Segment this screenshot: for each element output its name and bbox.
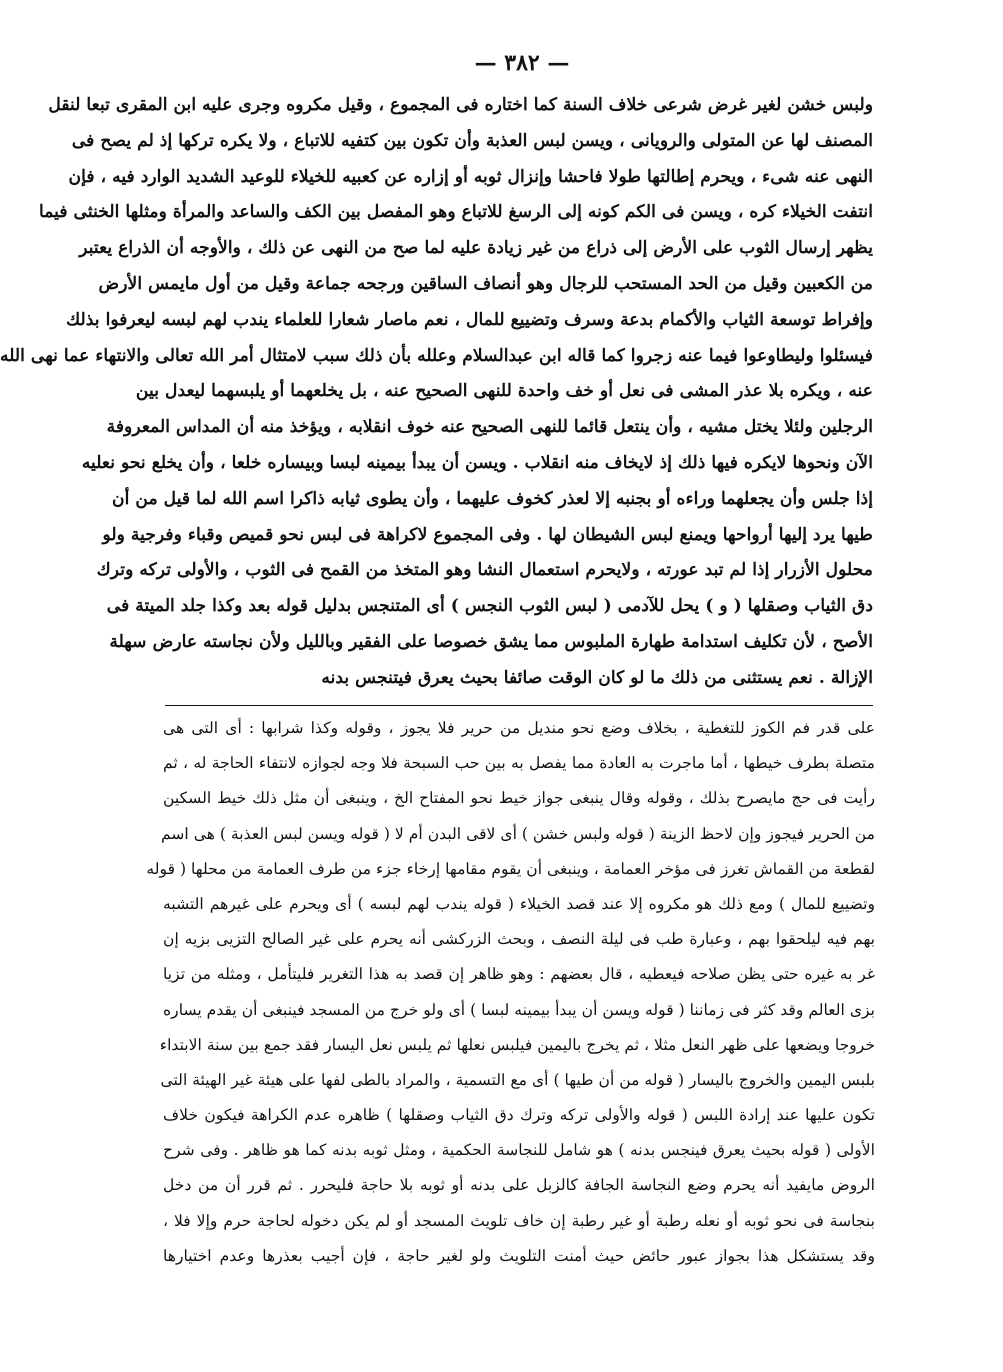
footnote-separator [165, 705, 873, 706]
main-text-line: الرجلين ولئلا يختل مشيه ، وأن ينتعل قائما للنهى الصحيح عنه خوف انقلابه ، ويؤخذ منه أن المداس المعروفة [106, 417, 873, 438]
page-number: — ٣٨٢ — [474, 50, 570, 76]
footnote-line: وتضييع للمال ) ومع ذلك هو مكروه إلا عند قصد الخيلاء ( قوله يندب لهم لبسه ) أى ويحرم على غيرهم التشبه [163, 894, 875, 913]
footnote-line: على قدر فم الكوز للتغطية ، بخلاف وضع نحو منديل من حرير فلا يجوز ، وقوله وكذا شرابها : أى التى هى [163, 719, 875, 737]
footnote-block [146, 711, 875, 1274]
main-text-line: الآن ونحوها لايكره فيها ذلك إذ لايخاف منه انقلاب . ويسن أن يبدأ بيمينه لبسا وبيساره خلعا ، وأن يخلع نحو نعليه [81, 452, 873, 473]
footnote-line: من الحرير فيجوز وإن لاحظ الزينة ( قوله ولبس خشن ) أى لاقى البدن أم لا ( قوله ويسن لبس العذبة ) هى اسم [160, 824, 875, 843]
footnote-line: بهم فيه ليلحقوا بهم ، وعبارة طب فى ليلة النصف ، وبحث الزركشى أنه يحرم على غير الصالح التزيى بزيه إن [163, 930, 875, 949]
main-text-line: إذا جلس وأن يجعلهما وراءه أو بجنبه إلا لعذر كخوف عليهما ، وأن يطوى ثيابه ذاكرا اسم الله لما قيل من أن [112, 488, 873, 509]
main-text-block [0, 88, 873, 697]
footnote-line: خروجا ويضعها على ظهر النعل مثلا ، ثم يخرج باليمين فيلبس نعلها ثم يلبس نعل اليسار فقد جمع بين سنة الابتداء [159, 1035, 875, 1054]
main-text-line: الأصح ، لأن تكليف استدامة طهارة الملبوس مما يشق خصوصا على الفقير وبالليل ولأن نجاسته عارض سهلة [109, 631, 873, 652]
footnote-line: بنجاسة فى نحو ثوبه أو نعله رطبة أو غير رطبة إن خاف تلويث المسجد أو لم يكن دخوله لحاجة حرم وإلا فلا ، [163, 1211, 875, 1230]
footnote-line: لقطعة من القماش تغرز فى مؤخر العمامة ، وينبغى أن يقوم مقامها إرخاء جزء من طرف العمامة من محلها ( قوله [146, 859, 875, 878]
main-text-line: فيسئلوا وليطاوعوا فيما عنه زجروا كما قاله ابن عبدالسلام وعلله بأن ذلك سبب لامتثال أمر الله تعالى والانتهاء عما نهى الله [0, 345, 873, 366]
main-text-line: الإزالة . نعم يستثنى من ذلك ما لو كان الوقت صائفا بحيث يعرق فيتنجس بدنه [321, 667, 873, 688]
main-text-line: وإفراط توسعة الثياب والأكمام بدعة وسرف وتضييع للمال ، نعم ماصار شعارا للعلماء يندب لهم لبسه ليعرفوا بذلك [66, 309, 873, 330]
main-text-line: ولبس خشن لغير غرض شرعى خلاف السنة كما اختاره فى المجموع ، وقيل مكروه وجرى عليه ابن المقرى تبعا لنقل [48, 95, 873, 115]
main-text-line: النهى عنه شىء ، ويحرم إطالتها طولا فاحشا وإنزال ثوبه أو إزاره عن كعبيه للخيلاء للوعيد الشديد الوارد فيه ، فإن [68, 166, 873, 187]
main-text-line: انتفت الخيلاء كره ، ويسن فى الكم كونه إلى الرسغ للاتباع وهو المفصل بين الكف والساعد والمرأة ومثلها الخنثى فيما [39, 202, 873, 223]
main-text-line: من الكعبين وقيل من الحد المستحب للرجال وهو أنصاف الساقين ورجحه جماعة وقيل من أول مايمس الأرض [98, 273, 873, 294]
main-text-line: محلول الأزرار إذا لم تبد عورته ، ولايحرم استعمال النشا وهو المتخذ من القمح فى الثوب ، والأولى تركه وترك [96, 560, 873, 581]
main-text-line: المصنف لها عن المتولى والرويانى ، ويسن لبس العذبة وأن تكون بين كتفيه للاتباع ، ولا يكره تركها إذ لم يصح فى [71, 130, 873, 151]
footnote-line: الروض مايفيد أنه يحرم وضع النجاسة الجافة كالزبل على بدنه أو ثوبه بلا حاجة فليحرر . ثم قرر أن من دخل [163, 1176, 875, 1195]
main-text-line: دق الثياب وصقلها ( و ) يحل للآدمى ( لبس الثوب النجس ) أى المتنجس بدليل قوله بعد وكذا جلد الميتة فى [106, 596, 873, 617]
footnote-line: رأيت فى حج مايصرح بذلك ، وقوله وقال ينبغى جواز خيط نحو المفتاح الخ ، وينبغى أن مثل ذلك خيط السكين [163, 789, 875, 808]
footnote-line: تكون عليها عند إرادة اللبس ( قوله والأولى تركه وترك دق الثياب وصقلها ) ظاهره عدم الكراهة فيكون خلاف [163, 1106, 875, 1125]
main-text-line: يظهر إرسال الثوب على الأرض إلى ذراع من غير زيادة عليه لما صح من النهى عن ذلك ، والأوجه أن الذراع يعتبر [79, 238, 873, 259]
footnote-line: بلبس اليمين والخروج باليسار ( قوله من أن طيها ) أى مع التسمية ، والمراد بالطى لفها على هيئة غير الهيئة التى [160, 1070, 875, 1089]
footnote-line: غر به غيره حتى يظن صلاحه فيعطيه ، قال بعضهم : وهو ظاهر إن قصد به هذا التغرير فليتأمل ، ومثله من تزيا [163, 965, 875, 984]
main-text-line: عنه ، ويكره بلا عذر المشى فى نعل أو خف واحدة للنهى الصحيح عنه ، بل يخلعهما أو يلبسهما ليعدل بين [135, 381, 873, 402]
footnote-line: وقد يستشكل هذا بجواز عبور حائض حيث أمنت التلويث ولو لغير حاجة ، فإن أجيب بعذرها وعدم اختيارها [163, 1246, 875, 1265]
footnote-line: متصلة بطرف خيطها ، أما ماجرت به العادة مما يفصل به بين حب السبحة فلا وجه لجوازه لانتفاء الحاجة له ، ثم [163, 754, 875, 773]
main-text-line: طيها يرد إليها أرواحها ويمنع لبس الشيطان لها . وفى المجموع لاكراهة فى لبس نحو قميص وقباء وفرجية ولو [102, 524, 873, 545]
footnote-line: بزى العالم وقد كثر فى زماننا ( قوله ويسن أن يبدأ بيمينه لبسا ) أى ولو خرج من المسجد فينبغى أن يقدم يساره [163, 1000, 875, 1019]
footnote-line: الأولى ( قوله بحيث يعرق فينجس بدنه ) هو شامل للنجاسة الحكمية ، ومثل ثوبه بدنه كما هو ظاهر . وفى شرح [163, 1141, 875, 1160]
